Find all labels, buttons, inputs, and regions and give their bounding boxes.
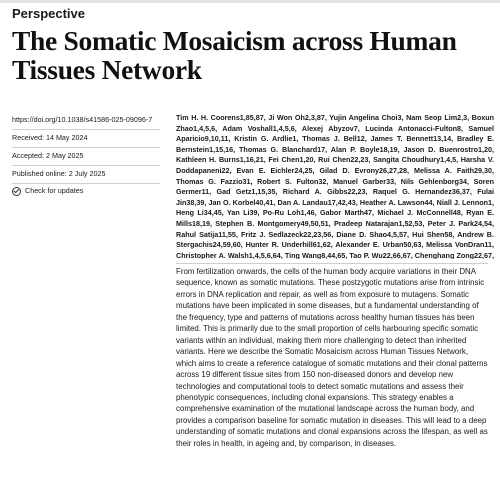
- published-date: Published online: 2 July 2025: [12, 165, 160, 183]
- abstract: From fertilization onwards, the cells of the human body acquire variations in their DNA sequence, known as somatic mutations. These postzygotic mutations arise from intrinsic errors in DNA replication and repair, as well as from exposure to mutagens. Somatic mutations have been implicated in some diseases, but a fundamental understanding of the frequency, type and patterns of mutations across healthy human tissues has been limited. This is primarily due to the small proportion of cells harbouring specific somatic variants within an individual, making them more challenging to detect than inherited variants. Here we describe the Somatic Mosaicism across Human Tissues Network, which aims to create a reference catalogue of somatic mutations and their clonal patterns across 19 different tissue sites from 150 non-diseased donors and develop new technologies and computational tools to detect somatic mutations and assess their phenotypic consequences, including clonal expansions. This strategy enables a comprehensive examination of the mutational landscape across the human body, and provides a comparison baseline for somatic mutation in diseases. This will lead to a deep understanding of somatic mutations and clonal expansions across the lifespan, as well as their roles in health, in ageing and, by comparison, in diseases.: [176, 267, 488, 448]
- author-list: Tim H. H. Coorens1,85,87, Ji Won Oh2,3,87, Yujin Angelina Choi3, Nam Seop Lim2,3, Boxun Zhao1,4,5,6, Adam Voshall1,4,5,6, Alexej Abyzov7, Lucinda Antonacci-Fulton8, Samuel Aparicio9,10,11, Kristin G. Ardlie1, Thomas J. Bell12, James T. Bennett13,14, Bradley E. Bernstein1,15,16, Thomas G. Blanchard17, Alan P. Boyle18,19, Jason D. Buenrostro1,20, Kathleen H. Burns1,16,21, Fei Chen1,20, Rui Chen22,23, Sangita Choudhury1,4,5, Harsha V. Doddapaneni22, Evan E. Eichler24,25, Gilad D. Evrony26,27,28, Melissa A. Faith29,30, Thomas G. Fazzio31, Robert S. Fulton32, Manuel Garber33, Nils Gehlenborg34, Soren Germer11, Gad Getz1,15,35, Richard A. Gibbs22,23, Raquel G. Hernandez36,37, Fulai Jin38,39, Jan O. Korbel40,41, Dan A. Landau17,42,43, Heather A. Lawson44, Niall J. Lennon1, Heng Li34,45, Yan Li39, Po-Ru Loh1,46, Gabor Marth47, Michael J. McConnell48, Ryan E. Mills18,19, Stephen B. Montgomery49,50,51, Pradeep Natarajan1,52,53, Peter J. Park24,54, Rahul Satija11,55, Fritz J. Sedlazeck22,23,56, Diane D. Shao4,5,57, Hui Shen58, Andrew B. Stergachis24,59,60, Hunter R. Underhill61,62, Alexander E. Urban50,63, Melissa VonDran11, Christopher A. Walsh1,4,5,6,64, Ting Wang8,44,65, Tao P. Wu22,66,67, Chenghang Zong22,67,: [176, 113, 494, 259]
- check-updates-button[interactable]: [12, 183, 160, 200]
- received-date: Received: 14 May 2024: [12, 129, 160, 147]
- section-label: Perspective: [12, 6, 85, 21]
- check-updates-label: Check for updates: [25, 186, 84, 195]
- divider: [176, 263, 488, 264]
- article-title: The Somatic Mosaicism across Human Tissues Network: [12, 25, 457, 85]
- check-updates-icon: [12, 187, 21, 196]
- doi-link[interactable]: https://doi.org/10.1038/s41586-025-09096-7: [12, 115, 153, 124]
- accepted-date: Accepted: 2 May 2025: [12, 147, 160, 165]
- top-rule: [0, 0, 500, 3]
- article-metadata: [12, 112, 160, 200]
